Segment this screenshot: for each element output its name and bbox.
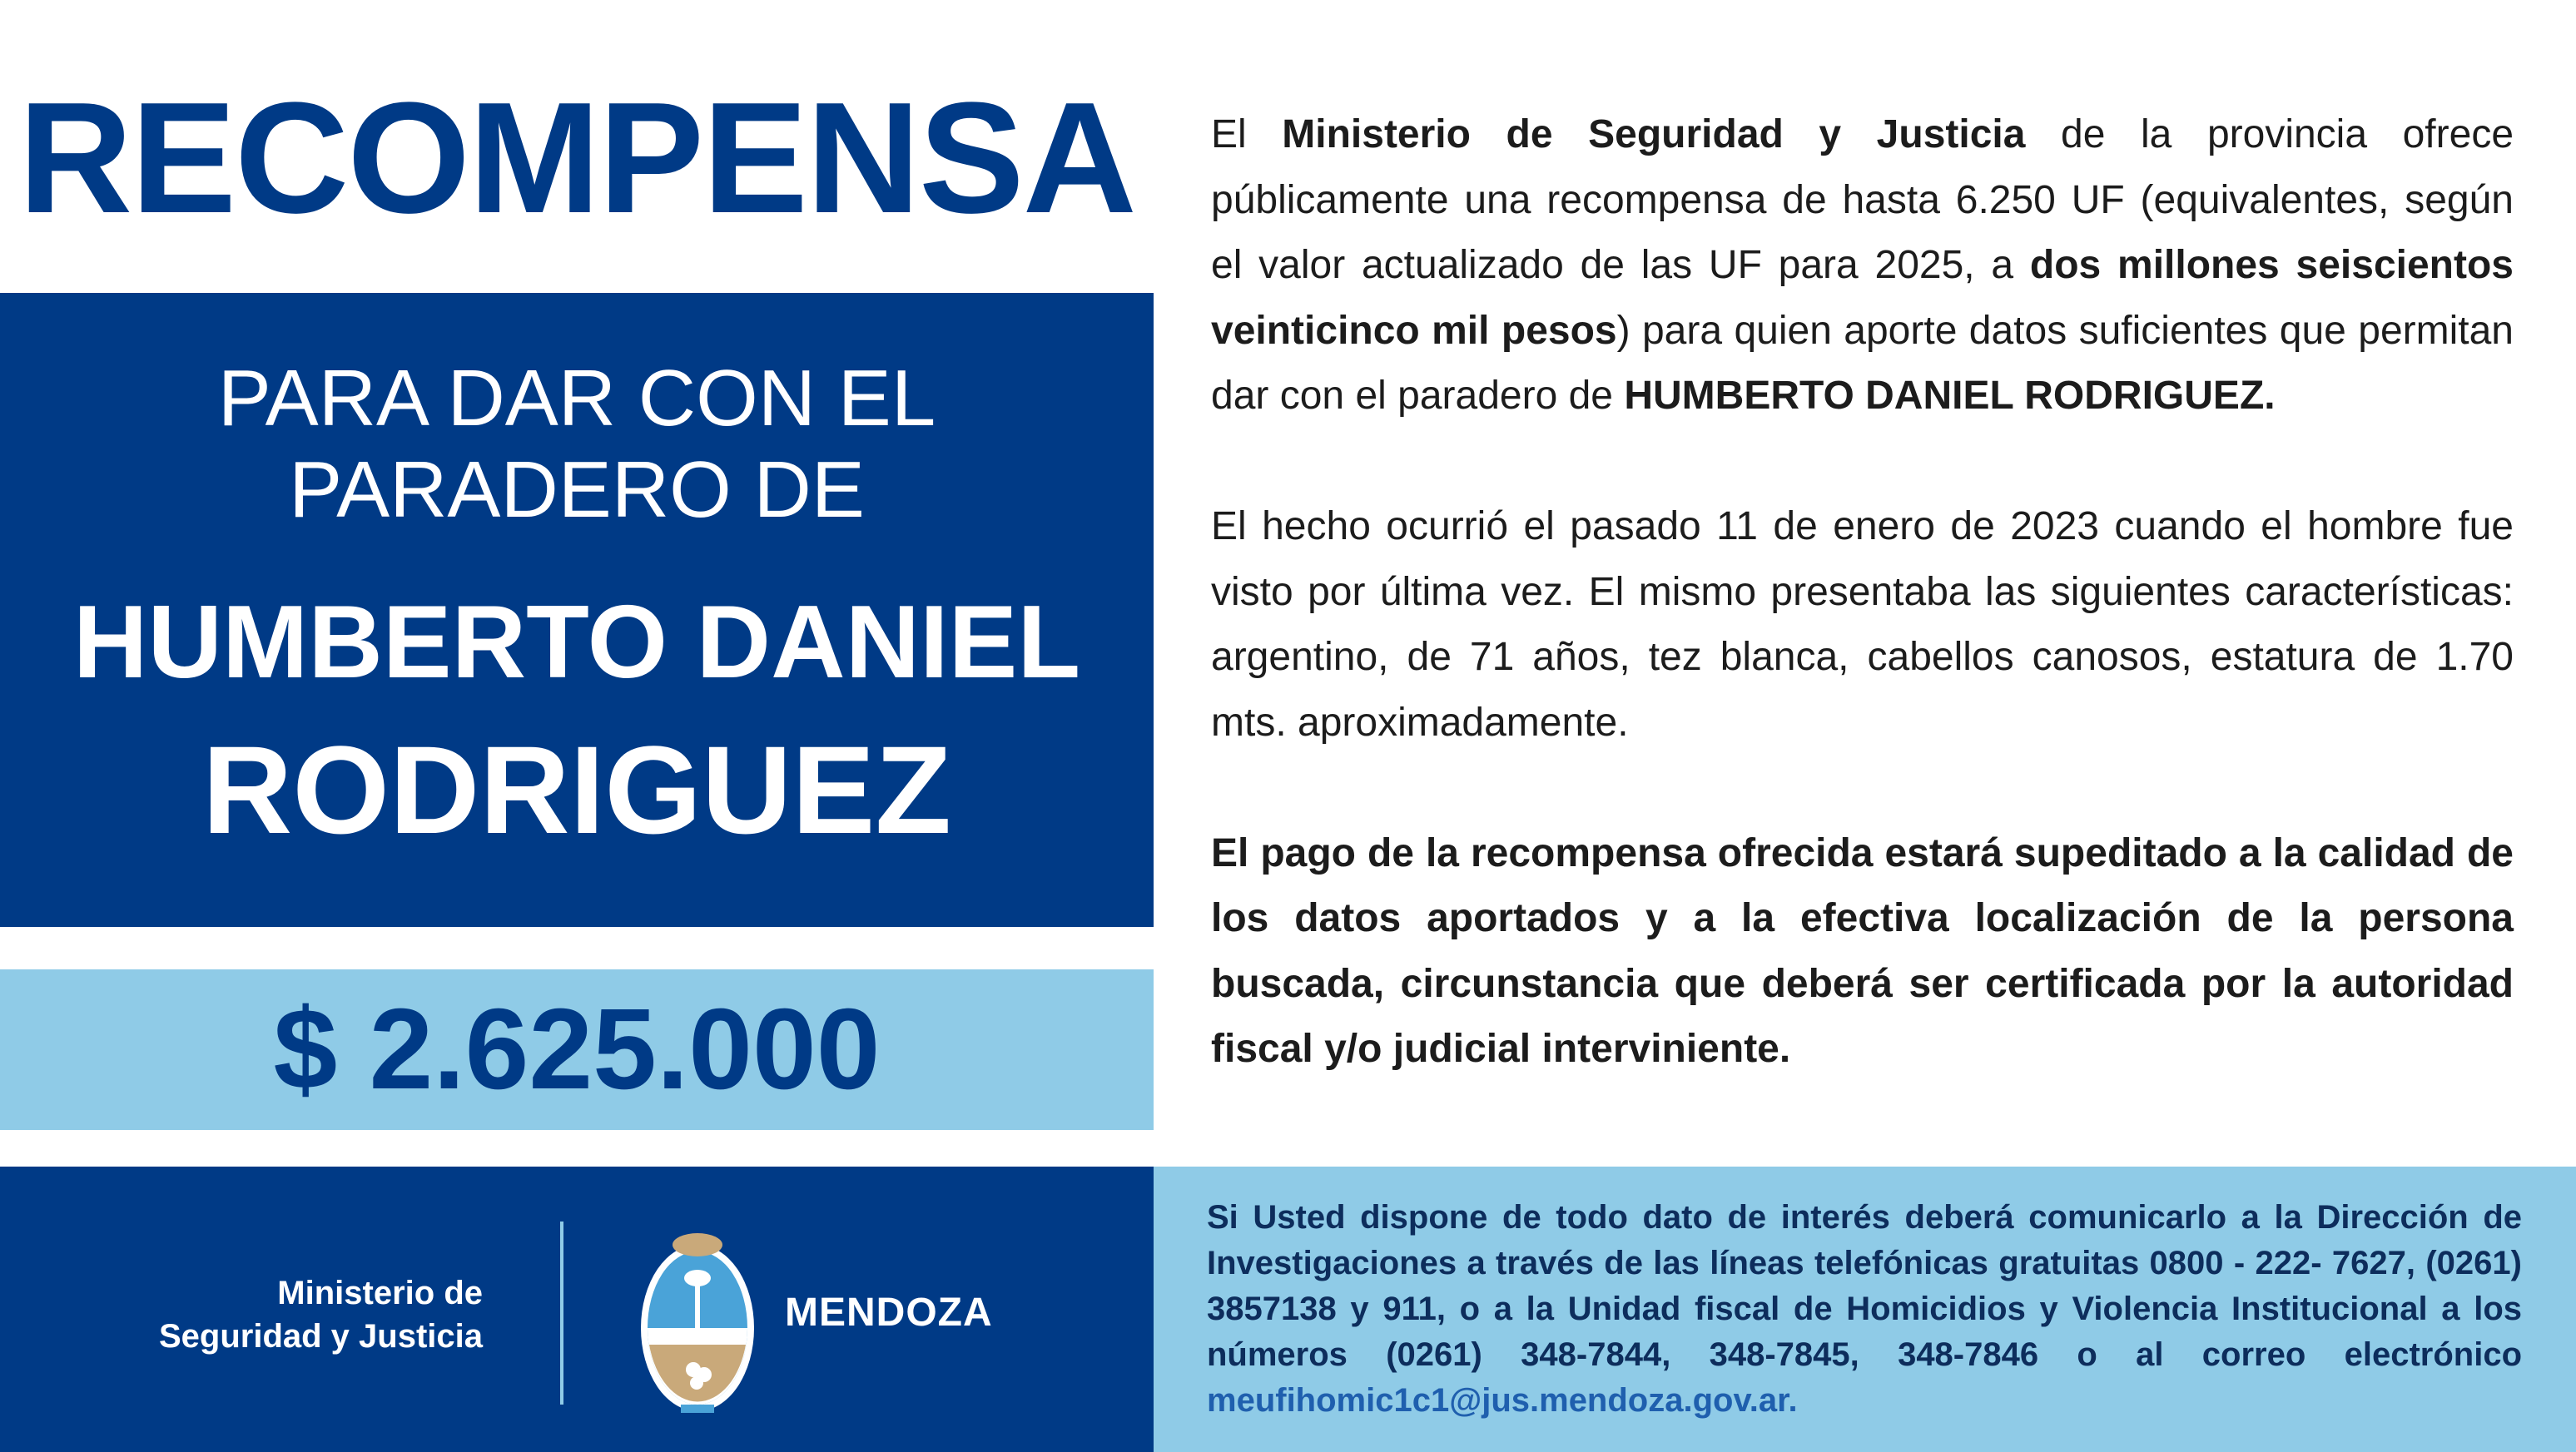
ministry-name-line-1: Ministerio de bbox=[277, 1275, 483, 1311]
mendoza-shield-icon bbox=[635, 1220, 760, 1420]
paragraph-payment-conditions: El pago de la recompensa ofrecida estará supeditado a la calidad de los datos aportados y a la efectiva localización de la persona buscada, circunstancia que deberá ser certificada por la autoridad fiscal y/o judicial interviniente. bbox=[1211, 830, 2514, 1071]
paragraph-offer bbox=[1211, 102, 2514, 429]
text-span: de la provincia ofrece públicamente una recompensa de hasta 6.250 UF (equivalentes, según el valor actualizado de las UF para 2025, a bbox=[1211, 112, 2514, 287]
person-name-bold: HUMBERTO DANIEL RODRIGUEZ. bbox=[1624, 374, 2276, 418]
footer-branding bbox=[0, 1167, 1154, 1452]
contact-panel bbox=[1154, 1167, 2576, 1452]
text-span: ) para quien aporte datos suficientes que permitan dar con el paradero de bbox=[1211, 308, 2514, 418]
subtitle-line-2: PARADERO DE bbox=[289, 445, 865, 534]
announcement-text bbox=[1211, 102, 2514, 1083]
ministry-name-bold: Ministerio de Seguridad y Justicia bbox=[1282, 112, 2026, 156]
text-span: El bbox=[1211, 112, 1283, 156]
person-name-line-2: RODRIGUEZ bbox=[202, 720, 951, 860]
paragraph-description: El hecho ocurrió el pasado 11 de enero de 2023 cuando el hombre fue visto por última vez. El mismo presentaba las siguientes características: argentino, de 71 años, tez blanca, cabellos canosos, estatura de 1.70 mts. aproximadamente. bbox=[1211, 504, 2514, 745]
contact-email-link[interactable]: meufihomic1c1@jus.mendoza.gov.ar. bbox=[1207, 1382, 1798, 1419]
ministry-name bbox=[83, 1271, 483, 1358]
reward-amount-panel bbox=[0, 969, 1154, 1130]
reward-amount: $ 2.625.000 bbox=[273, 985, 881, 1113]
contact-text: Si Usted dispone de todo dato de interés deberá comunicarlo a la Dirección de Investigaciones a través de las líneas telefónicas gratuitas 0800 - 222- 7627, (0261) 3857138 y 911, o a la Unidad fiscal de Homicidios y Violencia Institucional a los números (0261) 348-7844, 348-7845, 348-7846 o al correo electrónico bbox=[1207, 1199, 2522, 1373]
subtitle-line-1: PARA DAR CON EL bbox=[217, 354, 936, 443]
ministry-name-line-2: Seguridad y Justicia bbox=[158, 1318, 483, 1355]
province-name: MENDOZA bbox=[785, 1291, 993, 1335]
amount-words-bold: dos millones seiscientos veinticinco mil pesos bbox=[1211, 243, 2514, 353]
footer-divider bbox=[560, 1222, 563, 1405]
page-title: RECOMPENSA bbox=[18, 70, 1135, 246]
person-name-line-1: HUMBERTO DANIEL bbox=[72, 585, 1081, 700]
wanted-person-panel bbox=[0, 293, 1154, 927]
contact-info bbox=[1207, 1195, 2522, 1424]
